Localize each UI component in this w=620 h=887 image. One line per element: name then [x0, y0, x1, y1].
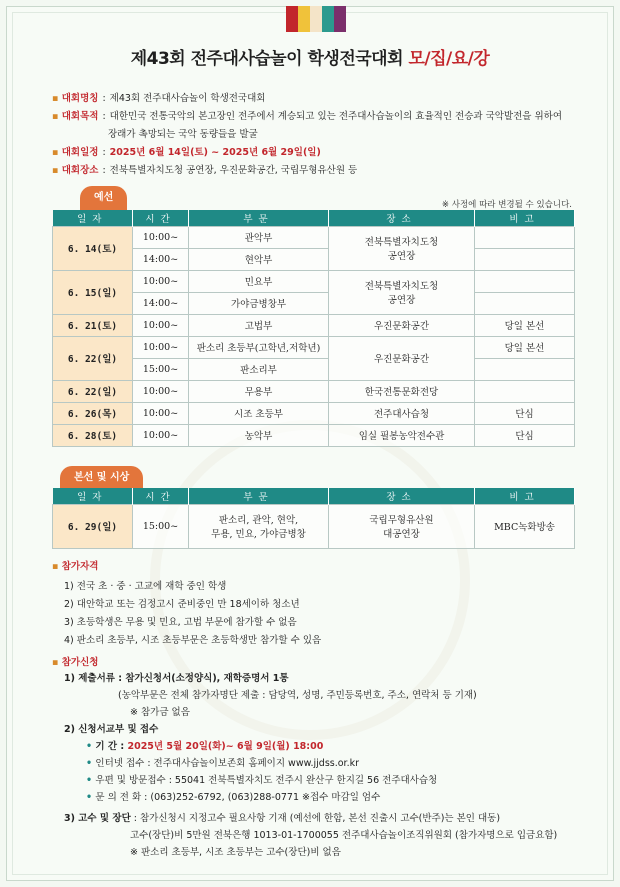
date-cell: 6. 15(일) — [53, 270, 133, 314]
time-cell: 10:00~ — [133, 270, 189, 292]
note-cell: 단심 — [475, 402, 575, 424]
category-cell: 민요부 — [189, 270, 329, 292]
title-main: 제43회 전주대사습놀이 학생전국대회 — [130, 49, 409, 69]
note-cell — [475, 358, 575, 380]
time-cell: 10:00~ — [133, 424, 189, 446]
final-venue: 국립무형유산원 대공연장 — [329, 504, 475, 548]
info-row-schedule: ▪ 대회일정 : 2025년 6월 14일(토) ~ 2025년 6월 29일(일) — [52, 144, 582, 162]
ribbon-stripe — [286, 6, 298, 32]
category-cell: 무용부 — [189, 380, 329, 402]
final-category: 판소리, 관악, 현악, 무용, 민요, 가야금병창 — [189, 504, 329, 548]
qualification-item: 4) 판소리 초등부, 시조 초등부문은 초등학생만 참가할 수 있음 — [64, 635, 322, 646]
date-cell: 6. 28(토) — [53, 424, 133, 446]
period-line: • 기 간 : 2025년 5월 20일(화)~ 6월 9일(월) 18:00 — [64, 738, 594, 755]
docs-fee: ※ 참가금 없음 — [130, 707, 190, 718]
info-row-name: ▪ 대회명칭 : 제43회 전주대사습놀이 학생전국대회 — [52, 90, 582, 108]
ribbon-stripe — [298, 6, 310, 32]
final-table — [52, 488, 575, 549]
column-header: 부문 — [189, 488, 329, 504]
info-row-purpose: ▪ 대회목적 : 대한민국 전통국악의 본고장인 전주에서 계승되고 있는 전주대사습놀이의 효율적인 전승과 국악발전을 위하여 — [52, 108, 582, 126]
docs-label: 1) 제출서류 : 참가신청서(소정양식), 재학증명서 1통 — [64, 673, 289, 684]
final-row — [53, 504, 575, 548]
column-header: 비고 — [475, 210, 575, 226]
category-cell: 판소리 초등부(고학년,저학년) — [189, 336, 329, 358]
table-row — [53, 226, 575, 248]
column-header: 장소 — [329, 210, 475, 226]
column-header: 시간 — [133, 488, 189, 504]
table-row — [53, 424, 575, 446]
ribbon-stripe — [310, 6, 322, 32]
category-cell: 농악부 — [189, 424, 329, 446]
info-row-purpose-2: 장래가 촉망되는 국악 동량들을 발굴 — [108, 129, 258, 140]
column-header: 시간 — [133, 210, 189, 226]
note-cell: 당일 본선 — [475, 336, 575, 358]
page-title — [0, 44, 620, 69]
venue-cell: 전북특별자치도청 공연장 — [329, 226, 475, 270]
venue-cell: 우진문화공간 — [329, 336, 475, 380]
category-cell: 관악부 — [189, 226, 329, 248]
time-cell: 10:00~ — [133, 380, 189, 402]
note-cell — [475, 270, 575, 292]
ribbon-stripe — [322, 6, 334, 32]
table-row — [53, 314, 575, 336]
final-tab: 본선 및 시상 — [60, 466, 143, 490]
table-row — [53, 402, 575, 424]
date-cell: 6. 26(목) — [53, 402, 133, 424]
time-cell: 10:00~ — [133, 402, 189, 424]
note-cell — [475, 380, 575, 402]
event-info — [52, 90, 582, 180]
note-cell: 단심 — [475, 424, 575, 446]
ribbon-stripe — [334, 6, 346, 32]
drum-line-3: ※ 판소리 초등부, 시조 초등부는 고수(장단)비 없음 — [130, 847, 341, 858]
time-cell: 10:00~ — [133, 314, 189, 336]
time-cell: 15:00~ — [133, 358, 189, 380]
note-cell: 당일 본선 — [475, 314, 575, 336]
category-cell: 현악부 — [189, 248, 329, 270]
time-cell: 10:00~ — [133, 226, 189, 248]
final-date: 6. 29(일) — [53, 504, 133, 548]
qualification-item: 2) 대안학교 또는 검정고시 준비중인 만 18세이하 청소년 — [64, 599, 300, 610]
qualification-heading: ▪ 참가자격 — [52, 558, 98, 572]
venue-cell: 한국전통문화전당 — [329, 380, 475, 402]
table-row — [53, 380, 575, 402]
final-note: MBC녹화방송 — [475, 504, 575, 548]
category-cell: 판소리부 — [189, 358, 329, 380]
final-time: 15:00~ — [133, 504, 189, 548]
mail-line: • 우편 및 방문접수 : 55041 전북특별자치도 전주시 완산구 한지길 56 전주대사습청 — [64, 772, 594, 789]
docs-note: (농악부문은 전체 참가자명단 제출 : 담당역, 성명, 주민등록번호, 주소, 연락처 등 기재) — [118, 690, 477, 701]
online-line: • 인터넷 접수 : 전주대사습놀이보존회 홈페이지 www.jjdss.or.kr — [64, 755, 594, 772]
table-row — [53, 336, 575, 358]
application-details — [64, 670, 594, 861]
time-cell: 14:00~ — [133, 248, 189, 270]
date-cell: 6. 22(일) — [53, 380, 133, 402]
category-cell: 시조 초등부 — [189, 402, 329, 424]
info-row-venue: ▪ 대회장소 : 전북특별자치도청 공연장, 우진문화공간, 국립무형유산원 등 — [52, 162, 582, 180]
column-header: 장소 — [329, 488, 475, 504]
qualification-list — [64, 578, 321, 650]
title-accent: 모/집/요/강 — [408, 49, 490, 69]
date-cell: 6. 21(토) — [53, 314, 133, 336]
prelim-table — [52, 210, 575, 447]
drum-line-2: 고수(장단)비 5만원 전북은행 1013-01-1700055 전주대사습놀이조직위원회 (참가자명으로 입금요함) — [130, 830, 558, 841]
ribbon-decoration — [286, 6, 346, 32]
table-row — [53, 270, 575, 292]
venue-cell: 전북특별자치도청 공연장 — [329, 270, 475, 314]
qualification-item: 1) 전국 초 · 중 · 고교에 재학 중인 학생 — [64, 581, 227, 592]
note-cell — [475, 248, 575, 270]
note-cell — [475, 292, 575, 314]
change-notice: ※ 사정에 따라 변경될 수 있습니다. — [441, 200, 572, 210]
qualification-item: 3) 초등학생은 무용 및 민요, 고법 부문에 참가할 수 없음 — [64, 617, 297, 628]
drum-line: 3) 고수 및 장단 : 참가신청시 지정고수 필요사항 기재 (예선에 한함, 본선 진출시 고수(반주)는 본인 대동) — [64, 813, 501, 824]
phone-line: • 문 의 전 화 : (063)252-6792, (063)288-0771 ※접수 마감일 엄수 — [64, 789, 594, 806]
date-cell: 6. 22(일) — [53, 336, 133, 380]
venue-cell: 우진문화공간 — [329, 314, 475, 336]
date-cell: 6. 14(토) — [53, 226, 133, 270]
column-header: 일자 — [53, 210, 133, 226]
prelim-tab: 예선 — [80, 186, 127, 210]
column-header: 일자 — [53, 488, 133, 504]
venue-cell: 임실 필봉농악전수관 — [329, 424, 475, 446]
time-cell: 10:00~ — [133, 336, 189, 358]
period-label: 2) 신청서교부 및 접수 — [64, 724, 159, 735]
time-cell: 14:00~ — [133, 292, 189, 314]
column-header: 비고 — [475, 488, 575, 504]
category-cell: 가야금병창부 — [189, 292, 329, 314]
note-cell — [475, 226, 575, 248]
column-header: 부문 — [189, 210, 329, 226]
application-heading: ▪ 참가신청 — [52, 654, 98, 668]
category-cell: 고법부 — [189, 314, 329, 336]
venue-cell: 전주대사습청 — [329, 402, 475, 424]
